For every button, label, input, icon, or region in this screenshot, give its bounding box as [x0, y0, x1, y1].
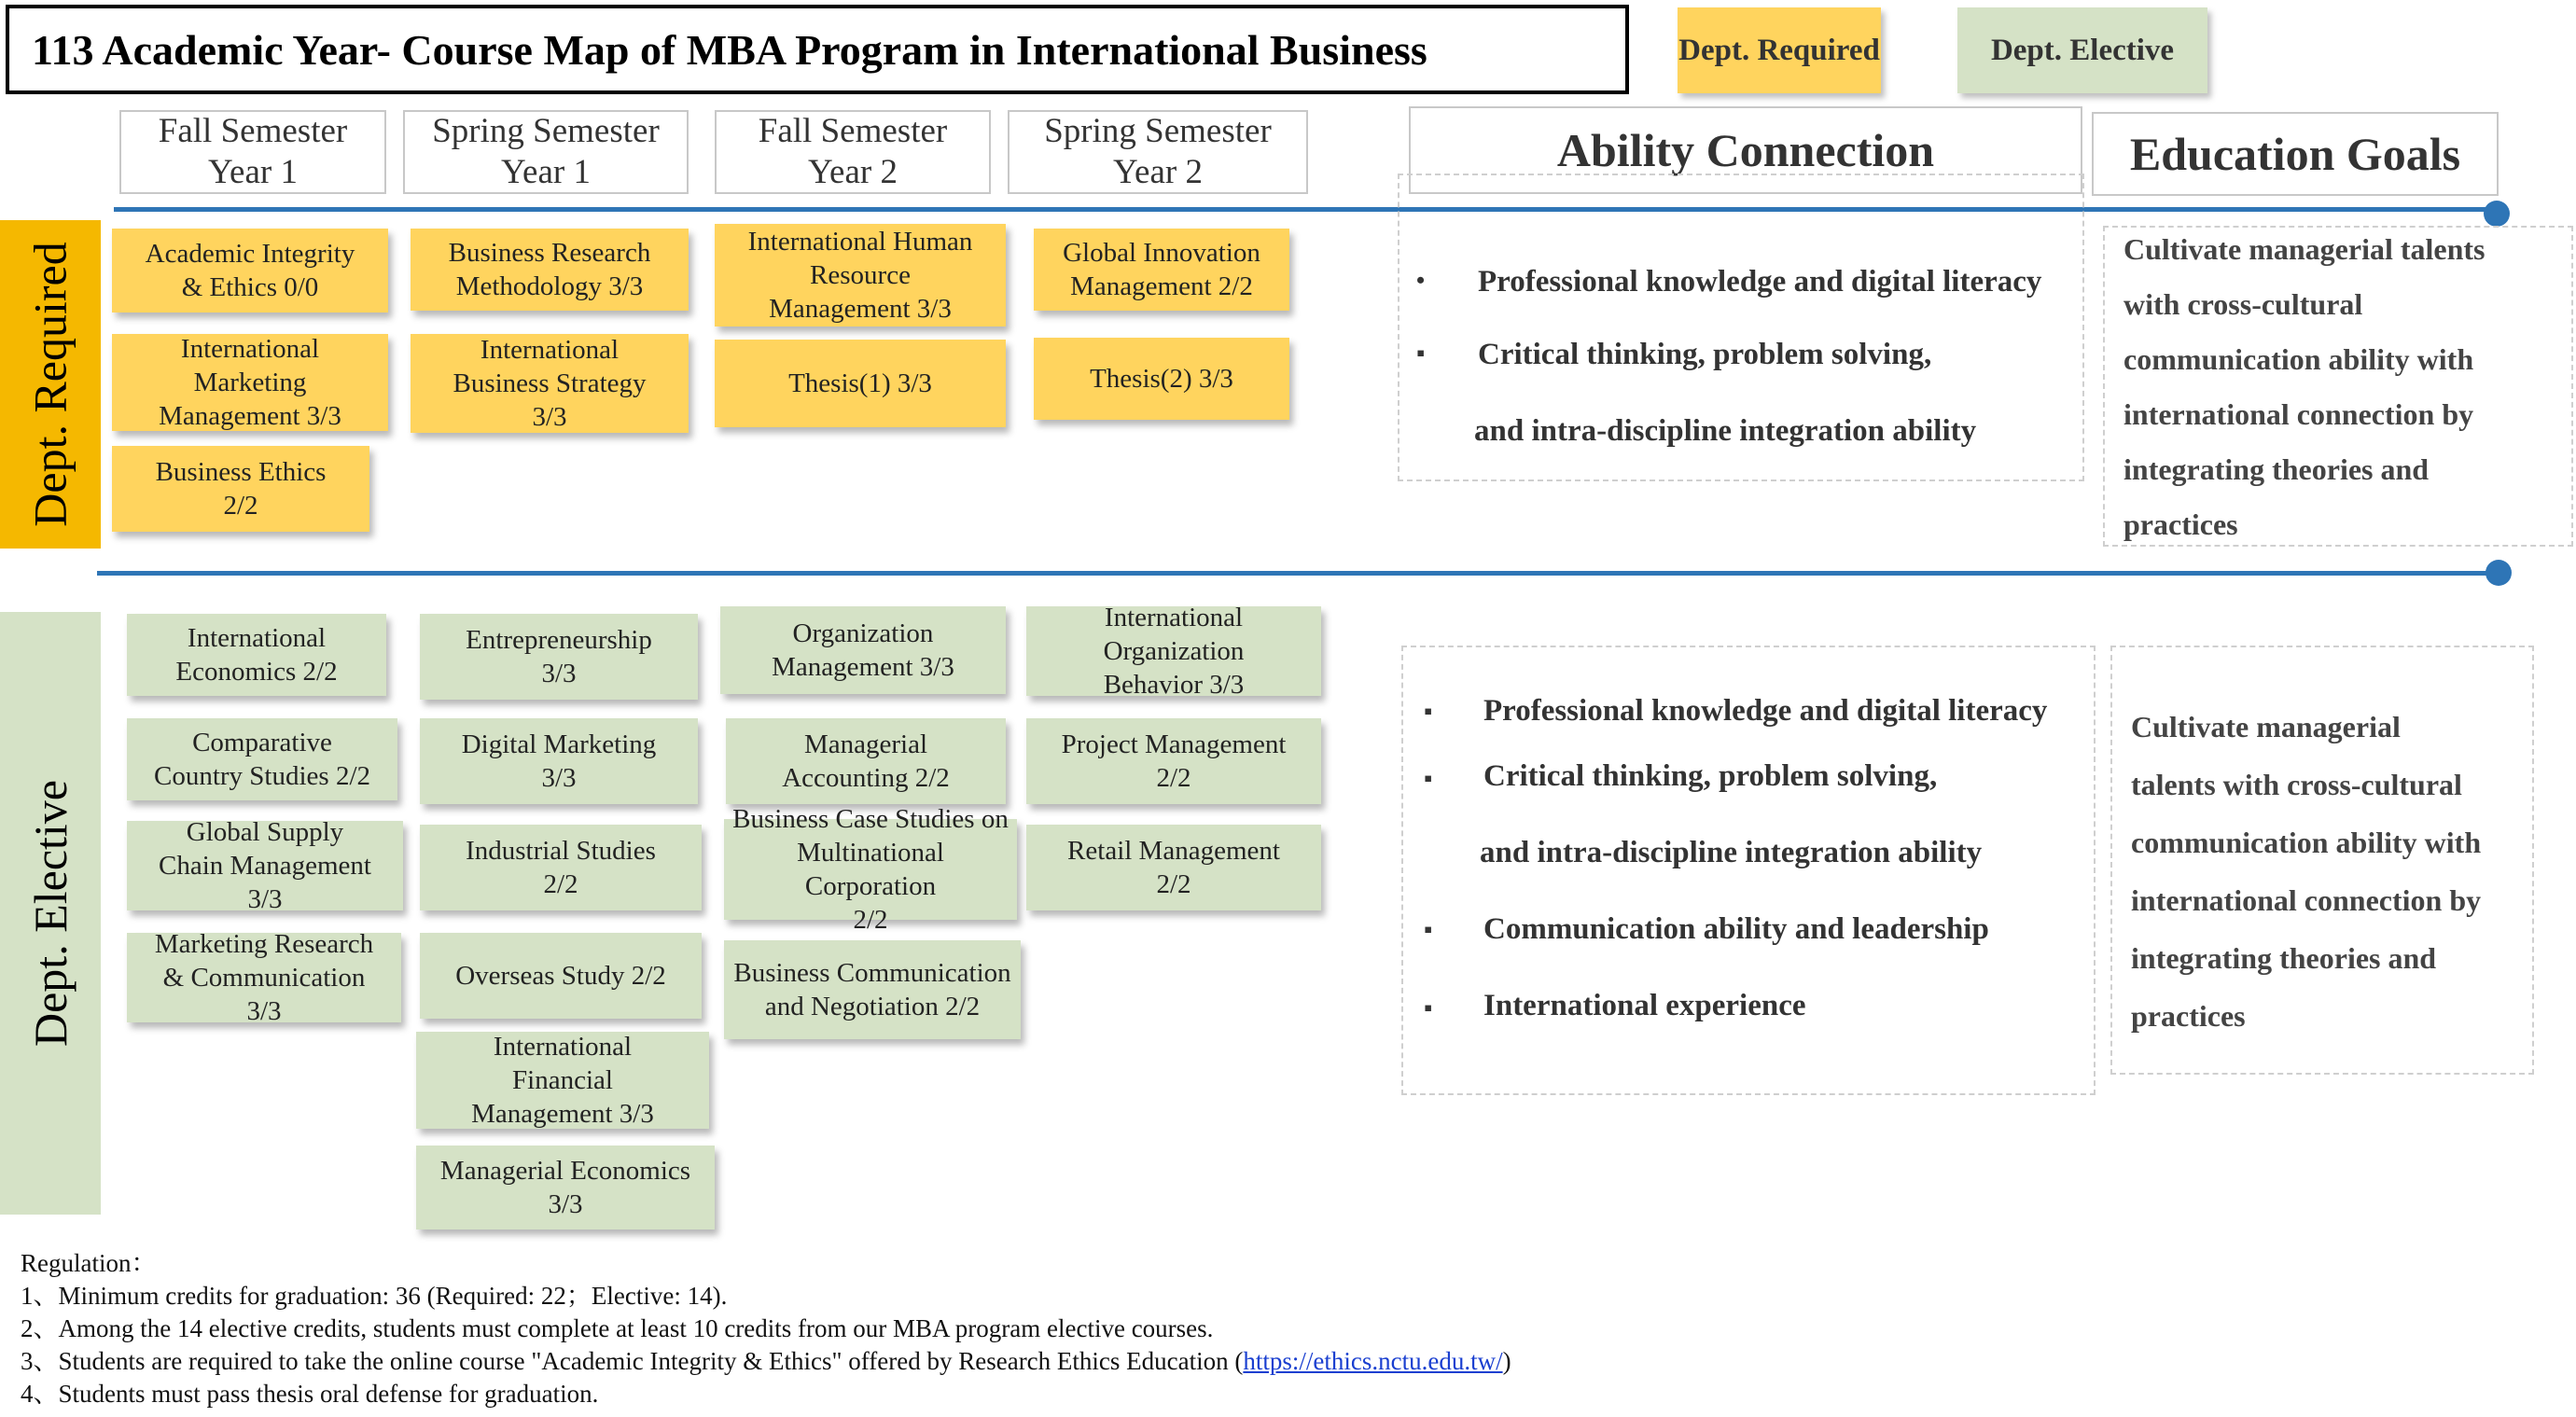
required-goals-box	[2103, 226, 2573, 547]
bullet-icon: ▪	[1416, 340, 1426, 367]
course-card-required[interactable]: Thesis(2) 3/3	[1034, 338, 1289, 420]
semester-name: Fall Semester	[758, 112, 948, 150]
course-card-elective[interactable]: Industrial Studies 2/2	[420, 825, 702, 910]
semester-header-fall-year2	[715, 110, 991, 194]
goal-line: communication ability with	[2131, 826, 2482, 859]
goal-line: international connection by	[2131, 883, 2482, 917]
semester-header-spring-year1	[403, 110, 689, 194]
course-card-elective[interactable]: Managerial Economics 3/3	[416, 1146, 715, 1229]
education-goals-header: Education Goals	[2092, 112, 2499, 196]
course-card-required[interactable]: Thesis(1) 3/3	[715, 340, 1006, 427]
course-card-required[interactable]: Global Innovation Management 2/2	[1034, 229, 1289, 311]
semester-header-fall-year1	[119, 110, 386, 194]
course-card-elective[interactable]: Overseas Study 2/2	[420, 933, 702, 1019]
legend-elective: Dept. Elective	[1957, 7, 2207, 93]
semester-name: Spring Semester	[432, 112, 660, 150]
course-card-required[interactable]: International Human Resource Management 3/3	[715, 224, 1006, 326]
semester-year: Year 1	[208, 153, 298, 191]
course-card-elective[interactable]: International Organization Behavior 3/3	[1026, 606, 1321, 696]
goal-line: practices	[2123, 507, 2238, 541]
regulation-item-3	[21, 1341, 1511, 1377]
side-label-text: Dept. Elective	[24, 780, 77, 1047]
course-card-elective[interactable]: Managerial Accounting 2/2	[726, 718, 1006, 804]
elective-ability-box	[1401, 646, 2096, 1095]
course-card-elective[interactable]: Business Case Studies on Multinational Corporation 2/2	[724, 819, 1017, 920]
divider-end-dot	[2485, 560, 2512, 586]
ability-item: Communication ability and leadership	[1483, 912, 1989, 946]
side-label-text: Dept. Required	[24, 242, 77, 527]
goal-line: international connection by	[2123, 397, 2474, 431]
goal-line: Cultivate managerial	[2131, 710, 2401, 743]
goal-line: Cultivate managerial talents	[2123, 232, 2485, 266]
course-card-required[interactable]: Business Ethics 2/2	[112, 446, 369, 532]
semester-year: Year 1	[501, 153, 591, 191]
course-card-elective[interactable]: International Economics 2/2	[127, 614, 386, 696]
goal-line: with cross-cultural	[2123, 287, 2363, 321]
ethics-course-link[interactable]: https://ethics.nctu.edu.tw/	[1243, 1347, 1503, 1375]
semester-header-spring-year2	[1008, 110, 1308, 194]
bullet-icon: ▪	[1424, 916, 1433, 943]
course-card-elective[interactable]: Project Management 2/2	[1026, 718, 1321, 804]
ability-item: Professional knowledge and digital literacy	[1478, 265, 2042, 299]
goal-line: practices	[2131, 999, 2246, 1033]
elective-divider-line	[97, 571, 2499, 576]
goal-line: integrating theories and	[2131, 941, 2437, 975]
page-title: 113 Academic Year- Course Map of MBA Program in International Business	[6, 5, 1629, 94]
course-card-elective[interactable]: Business Communication and Negotiation 2/2	[724, 940, 1021, 1039]
ability-item: Critical thinking, problem solving,	[1483, 759, 1938, 793]
regulation-item: 1、Minimum credits for graduation: 36 (Required: 22；Elective: 14).	[21, 1282, 728, 1310]
course-card-elective[interactable]: Organization Management 3/3	[720, 606, 1006, 694]
regulation-item: 2、Among the 14 elective credits, students must complete at least 10 credits from our MBA program elective courses.	[21, 1314, 1214, 1342]
ability-connection-header: Ability Connection	[1409, 106, 2082, 194]
course-card-required[interactable]: Academic Integrity & Ethics 0/0	[112, 229, 388, 313]
divider-end-dot	[2484, 201, 2510, 227]
side-label-elective	[0, 612, 101, 1215]
goal-line: integrating theories and	[2123, 452, 2430, 486]
legend-required: Dept. Required	[1678, 7, 1881, 93]
regulation-item: 4、Students must pass thesis oral defense for graduation.	[21, 1380, 599, 1408]
ability-item: and intra-discipline integration ability	[1474, 414, 1977, 448]
bullet-icon: ▪	[1424, 994, 1433, 1021]
course-card-elective[interactable]: Digital Marketing 3/3	[420, 718, 698, 804]
ability-item: Professional knowledge and digital literacy	[1483, 694, 2048, 728]
bullet-icon: ▪	[1424, 765, 1433, 792]
required-ability-box	[1398, 174, 2084, 481]
course-card-elective[interactable]: Global Supply Chain Management 3/3	[127, 821, 403, 910]
required-divider-line	[114, 207, 2497, 212]
semester-name: Spring Semester	[1044, 112, 1272, 150]
bullet-icon: •	[1416, 267, 1426, 294]
course-card-elective[interactable]: Marketing Research & Communication 3/3	[127, 933, 401, 1022]
regulation-item-suffix: )	[1502, 1347, 1511, 1375]
course-card-required[interactable]: International Business Strategy 3/3	[411, 334, 689, 433]
semester-name: Fall Semester	[158, 112, 348, 150]
semester-year: Year 2	[808, 153, 898, 191]
regulation-heading: Regulation：	[21, 1249, 157, 1277]
ability-item: and intra-discipline integration ability	[1480, 836, 1983, 869]
ability-item: Critical thinking, problem solving,	[1478, 338, 1932, 371]
elective-goals-box	[2110, 646, 2534, 1075]
side-label-required	[0, 220, 101, 549]
course-card-elective[interactable]: Retail Management 2/2	[1026, 825, 1321, 910]
goal-line: talents with cross-cultural	[2131, 768, 2462, 801]
course-card-elective[interactable]: Entrepreneurship 3/3	[420, 614, 698, 700]
course-card-elective[interactable]: Comparative Country Studies 2/2	[127, 718, 397, 800]
regulation-item-text: 3、Students are required to take the online course "Academic Integrity & Ethics" offered by Research Ethics Education (	[21, 1347, 1244, 1375]
goal-line: communication ability with	[2123, 342, 2474, 376]
course-card-elective[interactable]: International Financial Management 3/3	[416, 1032, 709, 1129]
course-card-required[interactable]: Business Research Methodology 3/3	[411, 229, 689, 311]
course-card-required[interactable]: International Marketing Management 3/3	[112, 334, 388, 431]
bullet-icon: ▪	[1424, 698, 1433, 725]
ability-item: International experience	[1483, 989, 1806, 1022]
semester-year: Year 2	[1113, 153, 1203, 191]
